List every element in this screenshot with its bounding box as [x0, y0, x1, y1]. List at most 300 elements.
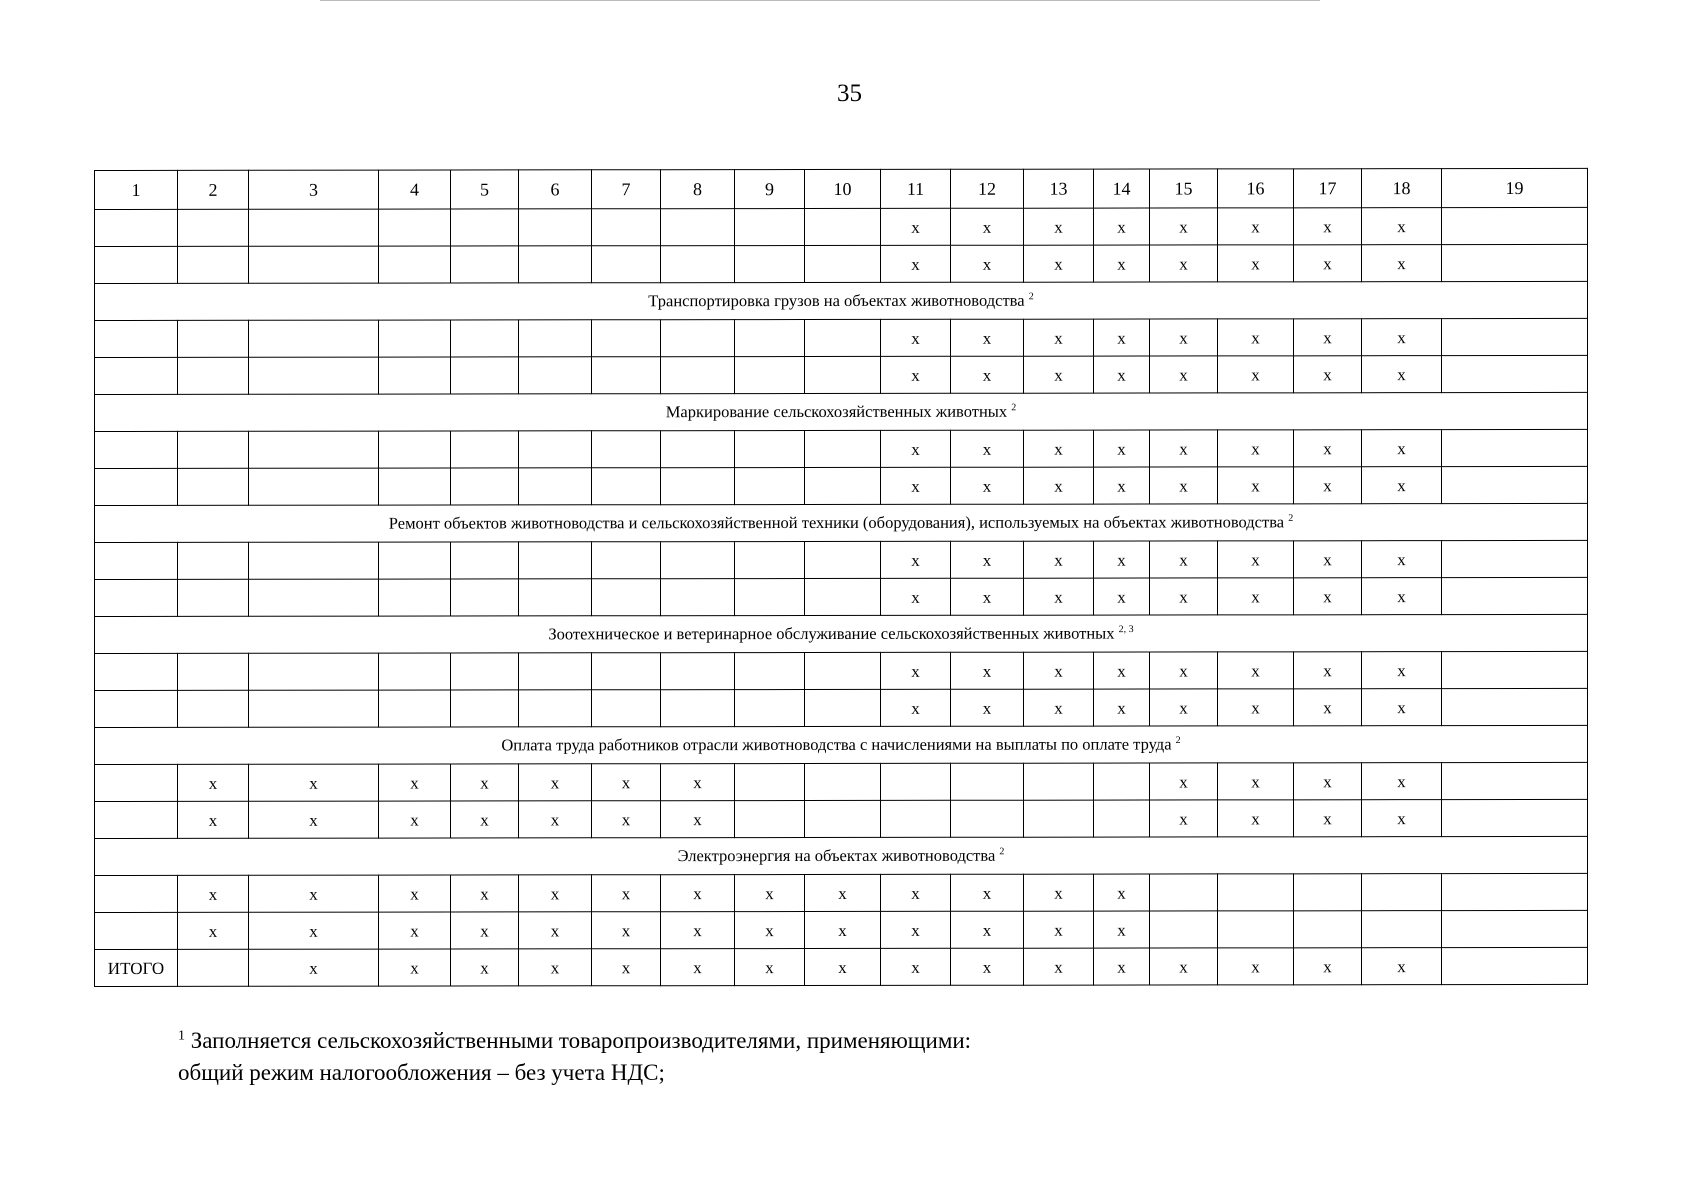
table-cell	[519, 246, 592, 283]
table-cell	[805, 356, 881, 393]
table-cell	[379, 431, 451, 468]
table-cell: x	[1150, 541, 1218, 578]
table-cell: x	[1094, 430, 1150, 467]
table-cell: x	[951, 689, 1024, 726]
table-cell	[592, 357, 661, 394]
table-cell: x	[881, 467, 951, 504]
table-cell	[661, 320, 735, 357]
table-cell: x	[1294, 208, 1362, 245]
table-cell	[735, 579, 805, 616]
table-row	[95, 466, 1588, 505]
table-cell	[735, 468, 805, 505]
table-cell	[661, 431, 735, 468]
table-cell	[1442, 429, 1588, 466]
table-cell	[592, 542, 661, 579]
table-cell	[379, 246, 451, 283]
table-cell	[178, 320, 249, 357]
table-cell	[735, 653, 805, 690]
column-header-13: 13	[1024, 169, 1094, 208]
table-cell	[1442, 355, 1588, 392]
table-cell	[661, 468, 735, 505]
table-cell: x	[1150, 800, 1218, 837]
table-cell	[95, 875, 178, 912]
table-cell: x	[1150, 356, 1218, 393]
table-cell: x	[592, 875, 661, 912]
table-cell: x	[1150, 430, 1218, 467]
table-cell	[1442, 244, 1588, 281]
table-cell: x	[379, 801, 451, 838]
table-cell	[95, 246, 178, 283]
table-cell	[805, 541, 881, 578]
table-cell: x	[951, 948, 1024, 985]
table-cell: x	[1150, 763, 1218, 800]
table-row	[95, 244, 1588, 283]
table-cell: x	[1150, 689, 1218, 726]
table-cell: x	[1362, 467, 1442, 504]
table-cell: x	[1362, 541, 1442, 578]
table-cell: x	[451, 801, 519, 838]
table-cell	[592, 246, 661, 283]
section-footnote-ref: 2	[1175, 734, 1181, 746]
table-cell	[735, 690, 805, 727]
table-cell	[661, 357, 735, 394]
table-cell	[178, 579, 249, 616]
table-cell: x	[1024, 689, 1094, 726]
column-header-16: 16	[1218, 169, 1294, 208]
table-cell	[805, 763, 881, 800]
scan-edge-line	[320, 0, 1320, 1]
table-cell: x	[1362, 689, 1442, 726]
table-cell	[249, 690, 379, 727]
page-number: 35	[837, 80, 862, 107]
table-cell	[519, 431, 592, 468]
table-cell	[805, 245, 881, 282]
table-cell	[881, 800, 951, 837]
table-cell: x	[519, 949, 592, 986]
table-cell: x	[178, 875, 249, 912]
table-cell: x	[249, 949, 379, 986]
table-cell: x	[1294, 467, 1362, 504]
table-cell: x	[379, 875, 451, 912]
table-cell: x	[1094, 874, 1150, 911]
table-cell: x	[1094, 208, 1150, 245]
column-header-5: 5	[451, 170, 519, 209]
table-cell	[661, 542, 735, 579]
table-cell	[805, 208, 881, 245]
section-title	[95, 281, 1588, 320]
table-cell: x	[1218, 541, 1294, 578]
table-cell: x	[881, 541, 951, 578]
table-cell	[451, 246, 519, 283]
section-title-text: Электроэнергия на объектах животноводства	[677, 845, 996, 865]
table-cell	[1442, 799, 1588, 836]
table-cell: x	[661, 875, 735, 912]
table-cell: x	[805, 874, 881, 911]
table-cell	[249, 357, 379, 394]
table-cell	[95, 653, 178, 690]
table-cell	[178, 246, 249, 283]
table-row	[95, 318, 1588, 357]
table-cell: x	[951, 911, 1024, 948]
table-cell	[1442, 466, 1588, 503]
table-cell	[451, 542, 519, 579]
table-cell	[95, 764, 178, 801]
table-cell: x	[1094, 652, 1150, 689]
table-cell: x	[1362, 652, 1442, 689]
table-cell: x	[1218, 356, 1294, 393]
table-cell	[735, 431, 805, 468]
table-cell	[1150, 874, 1218, 911]
section-row	[95, 503, 1588, 542]
section-footnote-ref: 2, 3	[1118, 623, 1134, 635]
table-cell: x	[881, 689, 951, 726]
table-cell	[951, 763, 1024, 800]
table-cell: x	[951, 356, 1024, 393]
table-cell: x	[1094, 948, 1150, 985]
table-cell	[519, 209, 592, 246]
column-header-12: 12	[951, 169, 1024, 208]
table-cell: x	[1294, 430, 1362, 467]
column-header-19: 19	[1442, 168, 1588, 207]
table-cell	[1442, 688, 1588, 725]
table-cell: x	[881, 356, 951, 393]
table-cell	[178, 690, 249, 727]
table-cell	[1294, 874, 1362, 911]
table-cell	[249, 468, 379, 505]
footnote	[178, 1025, 971, 1089]
table-cell	[451, 690, 519, 727]
table-cell: x	[1024, 208, 1094, 245]
table-cell	[951, 800, 1024, 837]
table-cell: x	[951, 541, 1024, 578]
table-cell: x	[1362, 356, 1442, 393]
section-title-text: Транспортировка грузов на объектах животноводства	[648, 290, 1025, 310]
total-label: ИТОГО	[95, 949, 178, 986]
table-cell	[735, 801, 805, 838]
table-cell: x	[1024, 356, 1094, 393]
table-row	[95, 577, 1588, 616]
column-header-7: 7	[592, 170, 661, 209]
table-cell: x	[1294, 319, 1362, 356]
table-cell: x	[1218, 948, 1294, 985]
table-cell: x	[1362, 208, 1442, 245]
table-cell	[805, 800, 881, 837]
table-cell: x	[1024, 948, 1094, 985]
column-header-8: 8	[661, 170, 735, 209]
table-cell	[661, 690, 735, 727]
table-cell	[178, 357, 249, 394]
table-cell: x	[249, 801, 379, 838]
table-cell	[735, 320, 805, 357]
table-cell	[1024, 800, 1094, 837]
table-cell: x	[451, 912, 519, 949]
table-cell: x	[951, 245, 1024, 282]
table-cell	[519, 690, 592, 727]
table-cell: x	[1294, 541, 1362, 578]
table-cell: x	[1362, 800, 1442, 837]
table-cell	[592, 579, 661, 616]
table-cell	[881, 763, 951, 800]
column-header-6: 6	[519, 170, 592, 209]
table-cell: x	[1218, 245, 1294, 282]
table-cell: x	[592, 912, 661, 949]
table-cell: x	[451, 764, 519, 801]
footnote-line-2: общий режим налогообложения – без учета НДС;	[178, 1060, 665, 1085]
table-cell	[1442, 651, 1588, 688]
table-cell	[249, 653, 379, 690]
table-cell: x	[1362, 430, 1442, 467]
table-cell: x	[1024, 578, 1094, 615]
table-cell	[735, 542, 805, 579]
table-cell: x	[1094, 689, 1150, 726]
table-cell	[735, 209, 805, 246]
table-cell: x	[1150, 948, 1218, 985]
table-cell	[95, 912, 178, 949]
table-cell	[592, 690, 661, 727]
table-cell: x	[1294, 763, 1362, 800]
table-cell	[519, 542, 592, 579]
table-cell: x	[1094, 319, 1150, 356]
table-cell	[661, 246, 735, 283]
table-cell: x	[881, 948, 951, 985]
table-row	[95, 688, 1588, 727]
table-cell	[1442, 540, 1588, 577]
table-cell: x	[661, 801, 735, 838]
table-row	[95, 207, 1588, 246]
table-cell: x	[592, 801, 661, 838]
table-cell	[95, 357, 178, 394]
table-cell: x	[1024, 319, 1094, 356]
section-title	[95, 614, 1588, 653]
table-cell	[519, 579, 592, 616]
table-cell: x	[1024, 911, 1094, 948]
table-cell	[379, 468, 451, 505]
table-cell: x	[1094, 467, 1150, 504]
table-cell: x	[1150, 578, 1218, 615]
table-cell	[805, 578, 881, 615]
table-cell	[661, 209, 735, 246]
table-cell	[249, 431, 379, 468]
table-cell: x	[881, 319, 951, 356]
table-cell: x	[1362, 578, 1442, 615]
table-cell: x	[1218, 652, 1294, 689]
table-cell	[1094, 763, 1150, 800]
table-cell: x	[519, 801, 592, 838]
table-cell	[451, 357, 519, 394]
table-cell: x	[178, 764, 249, 801]
table-cell: x	[951, 874, 1024, 911]
table-cell	[805, 689, 881, 726]
table-cell: x	[951, 467, 1024, 504]
table-cell: x	[805, 948, 881, 985]
table-cell	[1442, 910, 1588, 947]
table-cell	[519, 468, 592, 505]
table-cell	[805, 319, 881, 356]
section-title-text: Маркирование сельскохозяйственных животных	[665, 401, 1008, 421]
table-cell	[379, 542, 451, 579]
table-cell	[519, 653, 592, 690]
table-cell: x	[1094, 356, 1150, 393]
table-cell: x	[1024, 652, 1094, 689]
table-cell: x	[1362, 319, 1442, 356]
table-cell	[379, 357, 451, 394]
table-cell: x	[951, 578, 1024, 615]
table-cell: x	[1024, 430, 1094, 467]
table-cell: x	[519, 912, 592, 949]
table-cell: x	[451, 875, 519, 912]
table-cell: x	[451, 949, 519, 986]
table-cell	[1218, 874, 1294, 911]
table-cell	[379, 209, 451, 246]
table-cell: x	[1024, 874, 1094, 911]
table-cell: x	[379, 764, 451, 801]
table-cell: x	[881, 911, 951, 948]
table-cell	[451, 579, 519, 616]
table-cell	[735, 357, 805, 394]
section-footnote-ref: 2	[1288, 512, 1294, 524]
table-cell	[1094, 800, 1150, 837]
table-cell: x	[178, 801, 249, 838]
table-cell: x	[592, 949, 661, 986]
table-cell: x	[951, 652, 1024, 689]
table-cell	[661, 579, 735, 616]
table-row	[95, 429, 1588, 468]
table-cell: x	[1218, 800, 1294, 837]
table-cell	[178, 209, 249, 246]
table-cell: x	[1218, 319, 1294, 356]
table-row	[95, 873, 1588, 912]
table-cell: x	[805, 911, 881, 948]
column-header-10: 10	[805, 169, 881, 208]
table-row	[95, 355, 1588, 394]
table-cell: x	[1150, 652, 1218, 689]
column-header-9: 9	[735, 170, 805, 209]
table-cell: x	[661, 949, 735, 986]
section-title-text: Зоотехническое и ветеринарное обслуживание сельскохозяйственных животных	[548, 623, 1115, 644]
table-cell: x	[1094, 541, 1150, 578]
table-row	[95, 651, 1588, 690]
column-header-4: 4	[379, 170, 451, 209]
table-cell	[95, 801, 178, 838]
table-cell	[1442, 577, 1588, 614]
table-cell: x	[592, 764, 661, 801]
table-cell	[519, 357, 592, 394]
table-cell: x	[735, 875, 805, 912]
table-cell: x	[1094, 578, 1150, 615]
table-cell	[95, 579, 178, 616]
table-cell	[1218, 911, 1294, 948]
section-title	[95, 836, 1588, 875]
section-title	[95, 725, 1588, 764]
table-cell: x	[951, 319, 1024, 356]
column-header-1: 1	[95, 170, 178, 209]
table-cell: x	[1294, 356, 1362, 393]
table-cell	[451, 653, 519, 690]
table-cell	[1362, 911, 1442, 948]
table-cell	[592, 320, 661, 357]
table-cell: x	[881, 245, 951, 282]
column-header-17: 17	[1294, 169, 1362, 208]
table-cell: x	[519, 875, 592, 912]
table-cell: x	[249, 912, 379, 949]
table-cell: x	[379, 912, 451, 949]
table-cell: x	[1150, 208, 1218, 245]
section-title-text: Оплата труда работников отрасли животноводства с начислениями на выплаты по оплате труда	[501, 734, 1172, 755]
section-footnote-ref: 2	[999, 845, 1005, 857]
table-cell	[379, 690, 451, 727]
table-cell	[661, 653, 735, 690]
section-title-text: Ремонт объектов животноводства и сельскохозяйственной техники (оборудования), используемых на объектах животноводства	[388, 512, 1285, 533]
table-cell: x	[249, 764, 379, 801]
table-cell: x	[1150, 467, 1218, 504]
table-cell	[379, 579, 451, 616]
footnote-marker: 1	[178, 1028, 185, 1044]
table-cell: x	[1218, 208, 1294, 245]
table-cell	[1150, 911, 1218, 948]
footnote-line-1	[178, 1025, 971, 1057]
section-row	[95, 836, 1588, 875]
table-cell: x	[1024, 467, 1094, 504]
table-cell	[451, 431, 519, 468]
table-cell	[1442, 207, 1588, 244]
table-cell: x	[1094, 911, 1150, 948]
table-cell	[451, 320, 519, 357]
section-row	[95, 392, 1588, 431]
table-cell: x	[881, 874, 951, 911]
table-cell: x	[1218, 578, 1294, 615]
table-cell	[1442, 318, 1588, 355]
column-header-2: 2	[178, 170, 249, 209]
table-cell: x	[735, 949, 805, 986]
table-cell: x	[881, 430, 951, 467]
table-cell: x	[881, 652, 951, 689]
table-cell	[95, 542, 178, 579]
table-cell	[95, 690, 178, 727]
table-cell	[178, 431, 249, 468]
section-title	[95, 392, 1588, 431]
table-cell	[95, 209, 178, 246]
table-cell	[735, 246, 805, 283]
table-cell: x	[1218, 430, 1294, 467]
table-cell: x	[1294, 800, 1362, 837]
table-cell: x	[1294, 578, 1362, 615]
table-cell: x	[1294, 689, 1362, 726]
section-title	[95, 503, 1588, 542]
table-cell	[249, 246, 379, 283]
table-cell: x	[178, 912, 249, 949]
table-cell	[592, 468, 661, 505]
table-cell: x	[519, 764, 592, 801]
table-cell	[178, 542, 249, 579]
table-cell: x	[1362, 763, 1442, 800]
table-cell: x	[1218, 467, 1294, 504]
header-row	[95, 168, 1588, 209]
table-cell	[95, 320, 178, 357]
table-cell	[592, 209, 661, 246]
table-cell	[249, 542, 379, 579]
section-row	[95, 281, 1588, 320]
table-row	[95, 762, 1588, 801]
table-cell	[805, 430, 881, 467]
table-cell: x	[881, 578, 951, 615]
table-cell: x	[1294, 652, 1362, 689]
table-cell: x	[249, 875, 379, 912]
table-cell: x	[735, 912, 805, 949]
footnote-text-1: Заполняется сельскохозяйственными товаропроизводителями, применяющими:	[190, 1028, 972, 1053]
table-cell	[592, 653, 661, 690]
table-cell: x	[1024, 541, 1094, 578]
table-cell	[178, 653, 249, 690]
